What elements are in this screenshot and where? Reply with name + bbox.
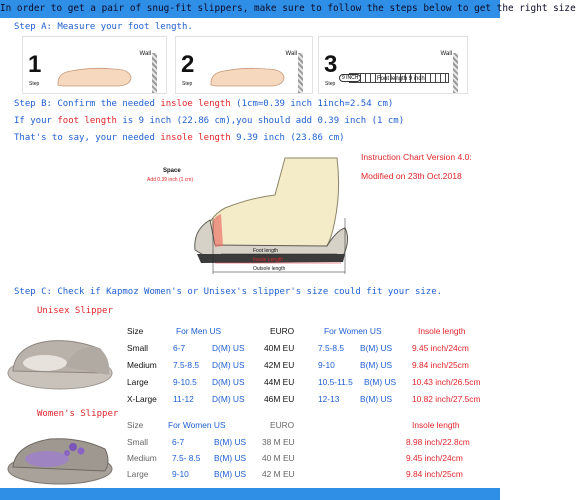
women-us-cell: 7.5-8.5 — [318, 343, 345, 353]
women-width-cell: B(M) US — [214, 437, 247, 447]
women-width-cell: B(M) US — [360, 394, 393, 404]
wall-label: Wall — [139, 51, 151, 57]
foot-length-label: Foot length 9 inch — [377, 76, 425, 82]
size-cell: Medium — [127, 360, 157, 370]
step-c-title: Step C: Check if Kapmoz Women's or Unisex's slipper's size could fit your size. — [14, 287, 443, 297]
women-width-cell: B(M) US — [364, 377, 397, 387]
wall-label: Wall — [440, 51, 452, 57]
insole-cell: 10.82 inch/27.5cm — [412, 394, 481, 404]
insole-length-label: Insole Length — [253, 257, 284, 263]
size-cell: Medium — [127, 453, 157, 463]
womens-header-insole: Insole length — [412, 420, 460, 430]
chart-version: Instruction Chart Version 4.0: — [361, 152, 472, 162]
women-width-cell: B(M) US — [360, 360, 393, 370]
step-b-line-3 — [14, 133, 345, 143]
text: is 9 inch (22.86 cm),you should add 0.39 inch (1 cm) — [116, 116, 405, 126]
women-us-cell: 10.5-11.5 — [318, 377, 353, 387]
header-bar — [0, 0, 576, 18]
insole-cell: 10.43 inch/26.5cm — [412, 377, 481, 387]
chart-modified: Modified on 23th Oct.2018 — [361, 171, 462, 181]
step-label: Step — [29, 81, 40, 87]
step-a-title: Step A: Measure your foot length. — [14, 22, 193, 32]
unisex-title: Unisex Slipper — [37, 306, 113, 316]
euro-cell: 42M EU — [264, 360, 295, 370]
foot-in-slipper-diagram — [147, 150, 365, 280]
men-width-cell: D(M) US — [212, 394, 245, 404]
unisex-header-men: For Men US — [176, 326, 222, 336]
outsole-length-label: Outsole length — [253, 266, 286, 272]
step-b-line-2 — [14, 116, 404, 126]
text: Step B: Confirm the needed — [14, 99, 161, 109]
unisex-header-insole: Insole length — [418, 326, 466, 336]
size-cell: Large — [127, 377, 149, 387]
space-label: Space — [163, 168, 181, 174]
text: That's to say, your needed — [14, 133, 161, 143]
euro-cell: 44M EU — [264, 377, 295, 387]
size-cell: Small — [127, 343, 148, 353]
womens-slipper-image — [5, 425, 115, 487]
men-us-cell: 6-7 — [173, 343, 186, 353]
foot-icon — [53, 63, 133, 89]
size-cell: Small — [127, 437, 148, 447]
women-width-cell: B(M) US — [214, 469, 247, 479]
highlight-text: foot length — [57, 116, 117, 126]
space-add-label: Add 0.39 inch (1 cm) — [147, 177, 194, 183]
women-width-cell: B(M) US — [360, 343, 393, 353]
men-us-cell: 9-10.5 — [173, 377, 197, 387]
womens-header-women: For Women US — [168, 420, 226, 430]
women-width-cell: B(M) US — [214, 453, 247, 463]
text: If your — [14, 116, 58, 126]
womens-title: Women's Slipper — [37, 409, 119, 419]
step-label: Step — [182, 81, 193, 87]
highlight-text: insole length — [160, 133, 231, 143]
unisex-slipper-image — [5, 325, 115, 393]
women-us-cell: 9-10 — [318, 360, 335, 370]
euro-cell: 38 M EU — [262, 437, 295, 447]
womens-header-size: Size — [127, 420, 144, 430]
step-number: 3 — [324, 51, 338, 78]
men-us-cell: 11-12 — [173, 394, 194, 404]
footer-bar — [0, 488, 500, 500]
size-cell: X-Large — [127, 394, 157, 404]
men-us-cell: 7.5-8.5 — [173, 360, 200, 370]
wall-label: Wall — [285, 51, 297, 57]
men-width-cell: D(M) US — [212, 360, 245, 370]
highlight-text: insloe length — [160, 99, 231, 109]
step-number: 1 — [28, 51, 42, 78]
wall-icon — [152, 53, 157, 93]
step-label: Step — [325, 81, 336, 87]
women-us-cell: 7.5- 8.5 — [172, 453, 201, 463]
womens-header-euro: EURO — [270, 420, 295, 430]
men-width-cell: D(M) US — [212, 377, 245, 387]
foot-length-label: Foot length — [253, 248, 279, 254]
foot-icon — [206, 63, 286, 89]
inch-badge: 9 INCH — [339, 74, 361, 82]
euro-cell: 40M EU — [264, 343, 295, 353]
header-text: In order to get a pair of snug-fit slippers, make sure to follow the steps below to get the right size — [0, 3, 576, 14]
men-width-cell: D(M) US — [212, 343, 245, 353]
women-us-cell: 9-10 — [172, 469, 189, 479]
women-us-cell: 12-13 — [318, 394, 340, 404]
insole-cell: 9.84 inch/25cm — [406, 469, 463, 479]
text: 9.39 inch (23.86 cm) — [230, 133, 345, 143]
step-2-panel — [175, 36, 313, 94]
euro-cell: 46M EU — [264, 394, 295, 404]
euro-cell: 40 M EU — [262, 453, 295, 463]
insole-cell: 8.98 inch/22.8cm — [406, 437, 470, 447]
wall-icon — [453, 53, 458, 93]
size-cell: Large — [127, 469, 149, 479]
unisex-header-women: For Women US — [324, 326, 382, 336]
step-1-panel — [22, 36, 167, 94]
unisex-header-size: Size — [127, 326, 144, 336]
unisex-header-euro: EURO — [270, 326, 295, 336]
euro-cell: 42 M EU — [262, 469, 295, 479]
insole-cell: 9.45 inch/24cm — [412, 343, 469, 353]
wall-icon — [298, 53, 303, 93]
women-us-cell: 6-7 — [172, 437, 185, 447]
step-b-line-1 — [14, 99, 393, 109]
step-3-panel — [318, 36, 468, 94]
insole-cell: 9.45 inch/24cm — [406, 453, 463, 463]
insole-cell: 9.84 inch/25cm — [412, 360, 469, 370]
step-number: 2 — [181, 51, 195, 78]
text: (1cm=0.39 inch 1inch=2.54 cm) — [230, 99, 394, 109]
